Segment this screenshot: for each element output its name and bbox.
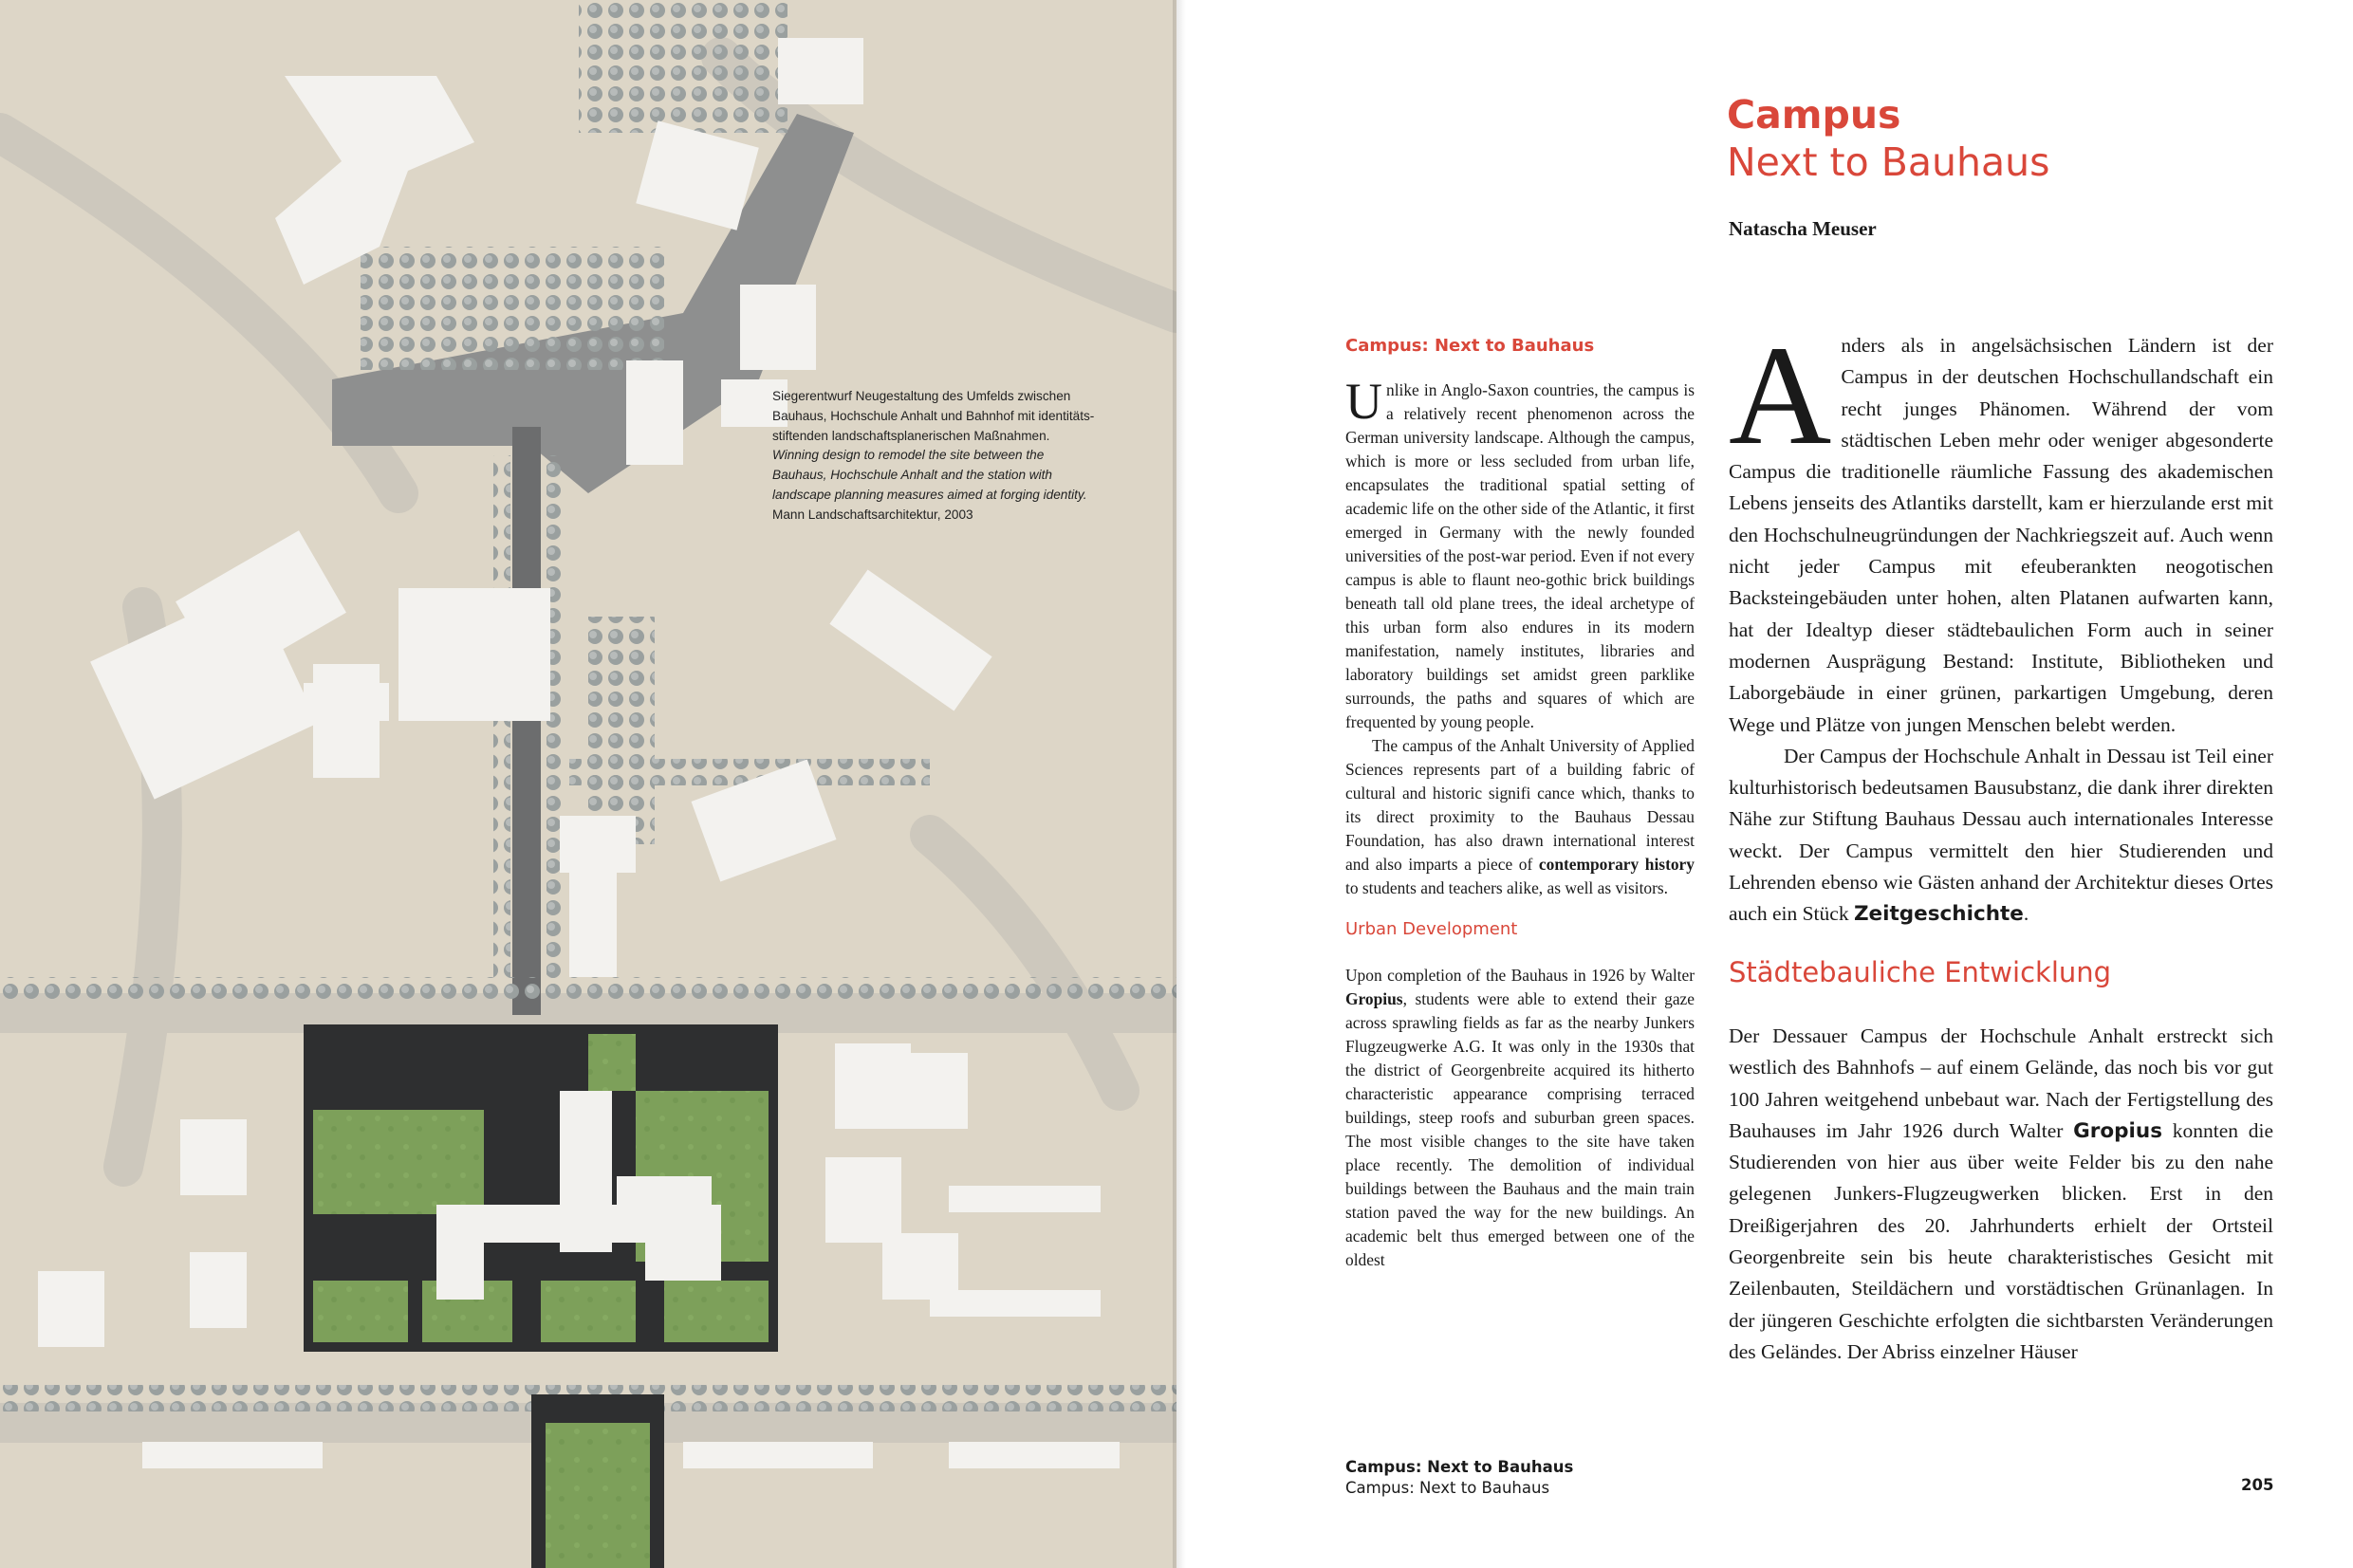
image-caption: [772, 387, 1171, 526]
footer-line-1: Campus: Next to Bauhaus: [1345, 1458, 1574, 1476]
caption-de-line: stiftenden landschaftsplanerischen Maßnahmen.: [772, 428, 1050, 443]
english-paragraph-3: Upon completion of the Bauhaus in 1926 by Walter Gropius, students were able to extend their gaze across sprawling fields as far as the nearby Junkers Flugzeugwerke A.G. It was only in the 1930s that the district of Georgenbreite acquired its hitherto characteristic appearance comprising terraced buildings, steep roofs and suburban green spaces. The most visible changes to the site have taken place recently. The demolition of individual buildings between the Bauhaus and the main train station paved the way for the new buildings. An academic belt thus emerged between one of the oldest: [1345, 966, 1695, 1269]
site-plan-drawing: [0, 0, 1176, 1568]
german-dropcap: A: [1729, 317, 1832, 474]
english-initial: U: [1345, 373, 1382, 430]
english-bold-term: contemporary history: [1538, 855, 1695, 874]
english-subheading: Urban Development: [1345, 919, 1518, 939]
site-plan-image: [0, 0, 1176, 1568]
english-paragraph-2: The campus of the Anhalt University of Applied Sciences represents part of a building fabric of cultural and historic signifi cance which, thanks to its direct proximity to the Bauhaus Dessau Foundation, has also drawn international interest and also imparts a piece of contemporary history to students and teachers alike, as well as visitors.: [1345, 736, 1695, 897]
german-paragraph-3: Der Dessauer Campus der Hochschule Anhalt erstreckt sich westlich des Bahnhofs – auf einem Gelände, das noch bis vor gut 100 Jahren weitgehend unbebaut war. Nach der Fertigstellung des Bauhauses im Jahr 1926 durch Walter Gropius konnten die Studierenden von hier aus über weite Felder bis zu den nahe gelegenen Junkers-Flugzeugwerken blicken. Erst in den Dreißigerjahren des 20. Jahrhunderts erhielt der Ortsteil Georgenbreite sein bis heute charakteristisches Gesicht mit Zeilenbauten, Steildächern und vorstädtischen Grünanlagen. In der jüngeren Geschichte erfolgten die sichtbarsten Veränderungen des Geländes. Der Abriss einzelner Häuser: [1729, 1024, 2274, 1363]
title-line-2: Next to Bauhaus: [1727, 139, 2050, 185]
author-name: Natascha Meuser: [1729, 217, 1877, 240]
german-subheading: Städtebauliche Entwicklung: [1729, 955, 2112, 988]
german-column: [1729, 317, 2274, 1368]
caption-de-line: Bauhaus, Hochschule Anhalt und Bahnhof mit identitäts-: [772, 408, 1095, 423]
caption-credit: Mann Landschaftsarchitektur, 2003: [772, 507, 973, 522]
caption-de-line: Siegerentwurf Neugestaltung des Umfelds zwischen: [772, 389, 1071, 403]
page-gutter: [1173, 0, 1186, 1568]
page-number: 205: [2241, 1476, 2274, 1494]
english-bold-name: Gropius: [1345, 989, 1403, 1008]
german-bold-name: Gropius: [2073, 1118, 2163, 1143]
english-column: [1345, 334, 1695, 1272]
english-heading: Campus: Next to Bauhaus: [1345, 336, 1595, 356]
running-footer: [1345, 1457, 1573, 1499]
footer-line-2: Campus: Next to Bauhaus: [1345, 1479, 1550, 1497]
article-title: [1727, 91, 2049, 186]
german-paragraph-1: Anders als in angelsächsischen Ländern ist der Campus in der deutschen Hochschullandschaft ein recht junges Phänomen. Während der vom städtischen Leben mehr oder weniger abgesonderte Campus die traditionelle räumliche Fassung des akademischen Lebens jenseits des Atlantiks darstellt, kam er hierzulande erst mit den Hochschulneugründungen der Nachkriegszeit auf. Auch wenn nicht jeder Campus mit efeuberankten neogotischen Backsteingebäuden unter hohen, alten Platanen aufwarten kann, hat der Idealtyp dieser städtebaulichen Form auch in seiner modernen Ausprägung Bestand: Institute, Bibliotheken und Laborgebäude in einer grünen, parkartigen Umgebung, deren Wege und Plätze von jungen Menschen belebt werden.: [1729, 317, 2273, 736]
title-line-1: Campus: [1727, 92, 1901, 138]
caption-en-line: Bauhaus, Hochschule Anhalt and the station with: [772, 468, 1052, 483]
caption-en-line: landscape planning measures aimed at forging identity.: [772, 487, 1087, 502]
german-bold-term: Zeitgeschichte: [1853, 902, 2024, 927]
german-paragraph-2: Der Campus der Hochschule Anhalt in Dessau ist Teil einer kulturhistorisch bedeutsamen Bausubstanz, die dank ihrer direkten Nähe zur Stiftung Bauhaus Dessau auch internationales Interesse weckt. Der Campus vermittelt den hier Studierenden und Lehrenden ebenso wie Gästen anhand der Architektur dieses Ortes auch ein Stück Zeitgeschichte.: [1729, 744, 2273, 927]
english-paragraph-1: Unlike in Anglo-Saxon countries, the campus is a relatively recent phenomenon across the German university landscape. Although the campus, which is more or less secluded from urban life, encapsulates the traditional spatial setting of academic life on the other side of the Atlantic, it first emerged in Germany with the newly founded universities of the post-war period. Even if not every campus is able to flaunt neo-gothic brick buildings beneath tall old plane trees, the ideal archetype of this urban form also endures in its modern manifestation, namely institutes, libraries and laboratory buildings set amidst green parklike surrounds, the paths and squares of which are frequented by young people.: [1345, 373, 1695, 731]
caption-en-line: Winning design to remodel the site between the: [772, 448, 1045, 463]
